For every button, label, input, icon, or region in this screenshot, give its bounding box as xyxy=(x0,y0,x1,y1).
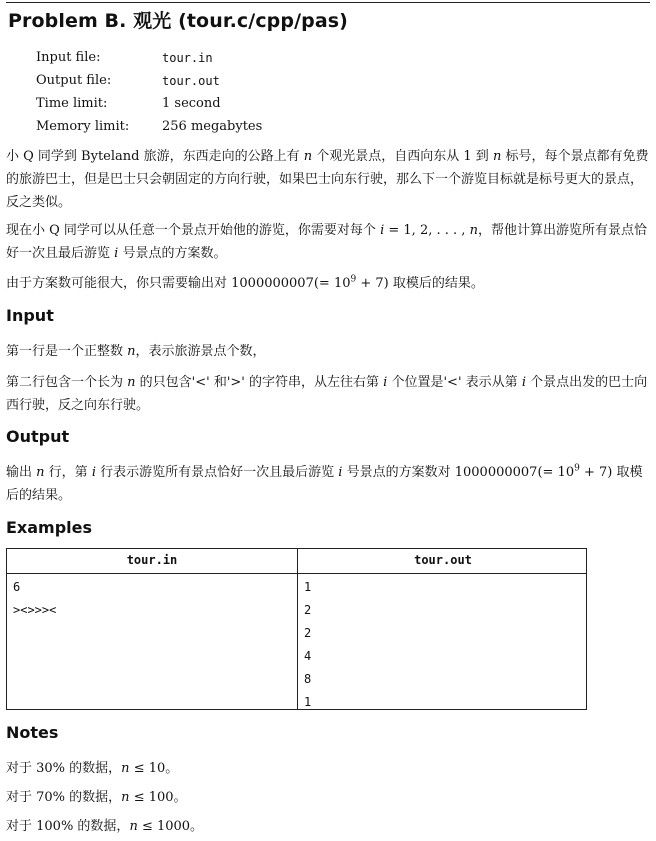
exponent: 9 xyxy=(350,274,357,285)
text: ≤ 1000。 xyxy=(141,819,204,834)
math-var: n xyxy=(129,819,138,834)
text: 对于 100% 的数据， xyxy=(6,819,130,834)
output-column xyxy=(304,576,311,714)
input-heading: Input xyxy=(6,306,54,325)
text: 号景点的方案数。 xyxy=(122,246,227,261)
math-var: i xyxy=(338,465,343,480)
text: 行表示游览所有景点恰好一次且最后游览 xyxy=(100,465,335,480)
input-line-1 xyxy=(6,340,652,363)
examples-heading: Examples xyxy=(6,518,93,537)
output-line-1 xyxy=(6,461,652,507)
text: 标号，每个景点都有免费的旅游巴士，但是巴士只会朝固定的方向行驶，如果巴士向东行驶，那么下一个游览目标就是标号更大的景点，反之类似。 xyxy=(6,149,649,210)
text: 第二行包含一个长为 xyxy=(6,375,124,390)
problem-title: Problem B. 观光 (tour.c/cpp/pas) xyxy=(8,10,348,32)
math-var: n xyxy=(127,375,136,390)
text: 对于 30% 的数据， xyxy=(6,761,122,776)
top-rule xyxy=(6,2,650,3)
input-line-2 xyxy=(6,371,652,417)
text: 小 Q 同学到 Byteland 旅游，东西走向的公路上有 xyxy=(6,149,300,164)
math-var: n xyxy=(127,344,136,359)
text: ≤ 10。 xyxy=(133,761,179,776)
text: + 7) 取模后的结果。 xyxy=(360,276,484,291)
text: = 1, 2, . . . , xyxy=(388,223,466,238)
text: + 7) 取模后的结果。 xyxy=(6,465,643,503)
table-divider xyxy=(7,573,586,574)
examples-table xyxy=(6,548,587,710)
note-line xyxy=(6,786,652,809)
math-var: n xyxy=(492,149,502,164)
text: 对于 70% 的数据， xyxy=(6,790,122,805)
problem-info-table xyxy=(36,46,262,138)
info-value: 1 second xyxy=(162,96,221,111)
text: 的只包含'<' 和'>' 的字符串，从左往右第 xyxy=(139,375,380,390)
note-line xyxy=(6,815,652,838)
info-key: Input file: xyxy=(36,50,101,65)
math-var: i xyxy=(521,375,526,390)
output-line: 2 xyxy=(304,626,312,640)
math-var: n xyxy=(121,790,130,805)
text: 输出 xyxy=(6,465,33,480)
info-key: Memory limit: xyxy=(36,119,130,134)
note-line xyxy=(6,757,652,780)
text: ，帮他计算出游览所有景点恰好一次且最后游览 xyxy=(6,223,647,261)
math-var: n xyxy=(469,223,478,238)
notes-heading: Notes xyxy=(6,723,59,742)
text: 个位置是'<' 表示从第 xyxy=(391,375,518,390)
info-value: tour.out xyxy=(162,73,220,88)
info-value: tour.in xyxy=(162,50,213,65)
math-var: i xyxy=(114,246,119,261)
math-var: n xyxy=(303,149,313,164)
statement-paragraph-1 xyxy=(6,145,652,214)
text: 号景点的方案数对 1000000007(= 10 xyxy=(346,465,575,480)
info-row xyxy=(36,69,262,92)
text: 行，第 xyxy=(48,465,88,480)
info-key: Time limit: xyxy=(36,96,108,111)
output-heading: Output xyxy=(6,427,70,446)
math-var: i xyxy=(380,223,385,238)
output-line: 4 xyxy=(304,649,312,663)
info-value: 256 megabytes xyxy=(162,119,263,134)
text: ，表示旅游景点个数， xyxy=(135,344,266,359)
output-line: 1 xyxy=(304,580,312,594)
text: 第一行是一个正整数 xyxy=(6,344,124,359)
exponent: 9 xyxy=(574,463,580,474)
text: 个观光景点，自西向东从 1 到 xyxy=(316,149,489,164)
math-var: i xyxy=(383,375,388,390)
output-line: 2 xyxy=(304,603,312,617)
input-column-header: tour.in xyxy=(126,553,178,567)
info-row xyxy=(36,92,262,115)
math-var: n xyxy=(36,465,45,480)
statement-paragraph-2 xyxy=(6,219,652,265)
info-key: Output file: xyxy=(36,73,112,88)
input-column xyxy=(13,576,56,622)
input-line: ><>>>< xyxy=(13,603,57,617)
input-line: 6 xyxy=(13,580,21,594)
text: ≤ 100。 xyxy=(133,790,187,805)
info-row xyxy=(36,115,262,138)
text: 现在小 Q 同学可以从任意一个景点开始他的游览，你需要对每个 xyxy=(6,223,376,238)
text: 由于方案数可能很大，你只需要输出对 1000000007(= 10 xyxy=(6,276,351,291)
math-var: n xyxy=(121,761,130,776)
statement-paragraph-3 xyxy=(6,272,652,295)
output-column-header: tour.out xyxy=(414,553,472,567)
output-line: 1 xyxy=(304,695,312,709)
output-line: 8 xyxy=(304,672,312,686)
info-row xyxy=(36,46,262,69)
text: 个景点出发的巴士向西行驶，反之向东行驶。 xyxy=(6,375,648,413)
math-var: i xyxy=(91,465,96,480)
